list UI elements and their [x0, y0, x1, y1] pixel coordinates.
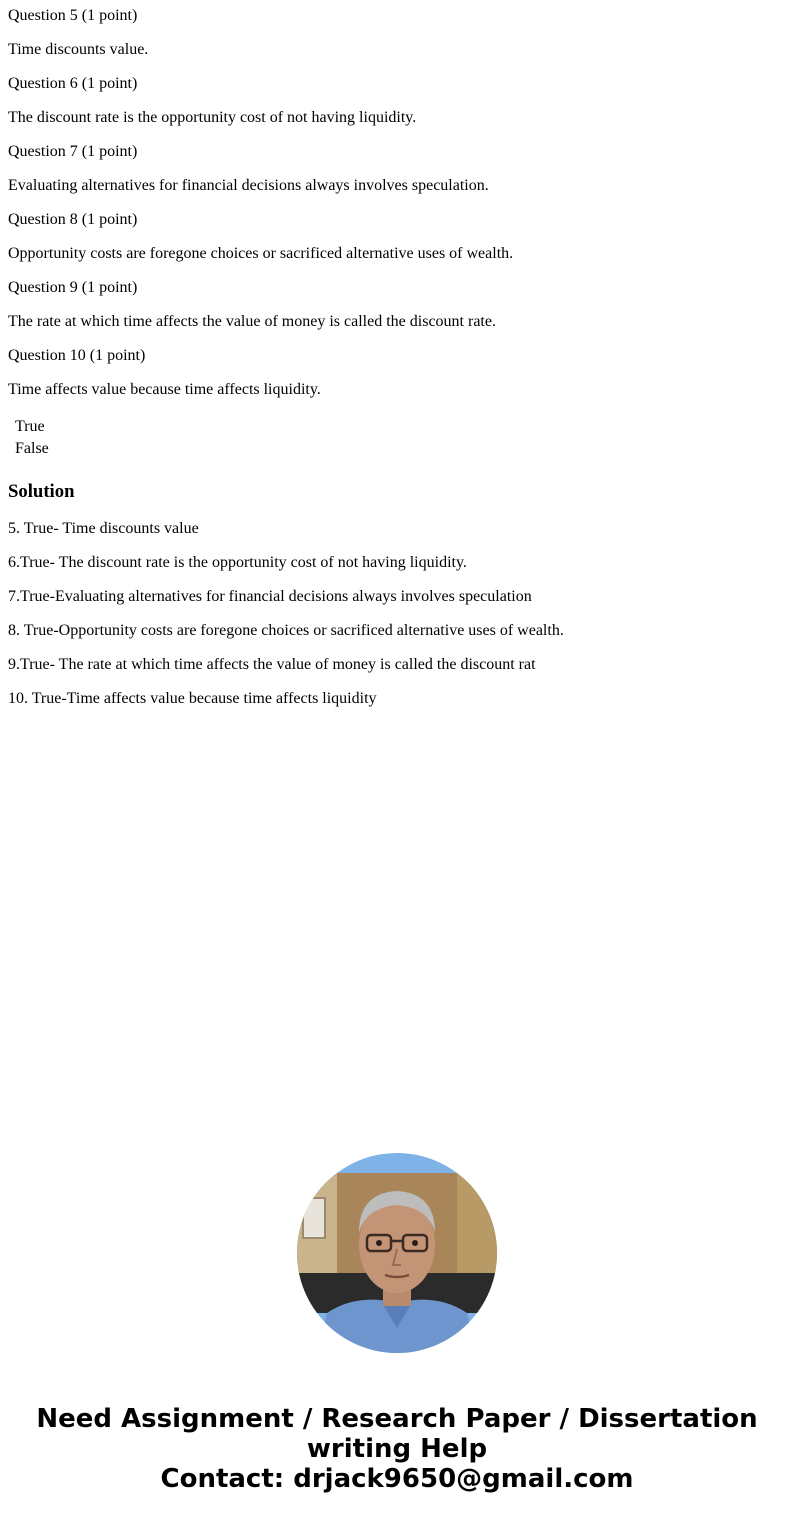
question-8-statement: Opportunity costs are foregone choices or sacrificed alternative uses of wealth. — [8, 245, 514, 262]
question-10-statement: Time affects value because time affects liquidity. — [8, 381, 321, 398]
question-10-header: Question 10 (1 point) — [8, 347, 146, 364]
solution-answer-5: 5. True- Time discounts value — [8, 520, 199, 537]
promo-banner — [0, 1404, 794, 1494]
question-8-header: Question 8 (1 point) — [8, 211, 138, 228]
solution-answer-9: 9.True- The rate at which time affects the value of money is called the discount rat — [8, 656, 536, 673]
question-5-statement: Time discounts value. — [8, 41, 149, 58]
question-6-header: Question 6 (1 point) — [8, 75, 138, 92]
author-avatar — [297, 1153, 497, 1353]
promo-contact: Contact: drjack9650@gmail.com — [160, 1464, 634, 1494]
question-7-statement: Evaluating alternatives for financial decisions always involves speculation. — [8, 177, 489, 194]
question-7-header: Question 7 (1 point) — [8, 143, 138, 160]
promo-line-2: writing Help — [306, 1434, 488, 1464]
solution-heading: Solution — [8, 481, 75, 502]
question-9-statement: The rate at which time affects the value of money is called the discount rate. — [8, 313, 496, 330]
option-false[interactable]: False — [15, 440, 49, 457]
question-9-header: Question 9 (1 point) — [8, 279, 138, 296]
option-true[interactable]: True — [15, 418, 45, 435]
solution-answer-6: 6.True- The discount rate is the opportunity cost of not having liquidity. — [8, 554, 467, 571]
question-6-statement: The discount rate is the opportunity cost of not having liquidity. — [8, 109, 417, 126]
promo-line-1: Need Assignment / Research Paper / Dissertation — [36, 1404, 758, 1434]
solution-answer-8: 8. True-Opportunity costs are foregone choices or sacrificed alternative uses of wealth. — [8, 622, 564, 639]
solution-answer-7: 7.True-Evaluating alternatives for financial decisions always involves speculation — [8, 588, 532, 605]
question-5-header: Question 5 (1 point) — [8, 7, 138, 24]
author-photo-illustration — [297, 1153, 497, 1353]
solution-answer-10: 10. True-Time affects value because time affects liquidity — [8, 690, 377, 707]
